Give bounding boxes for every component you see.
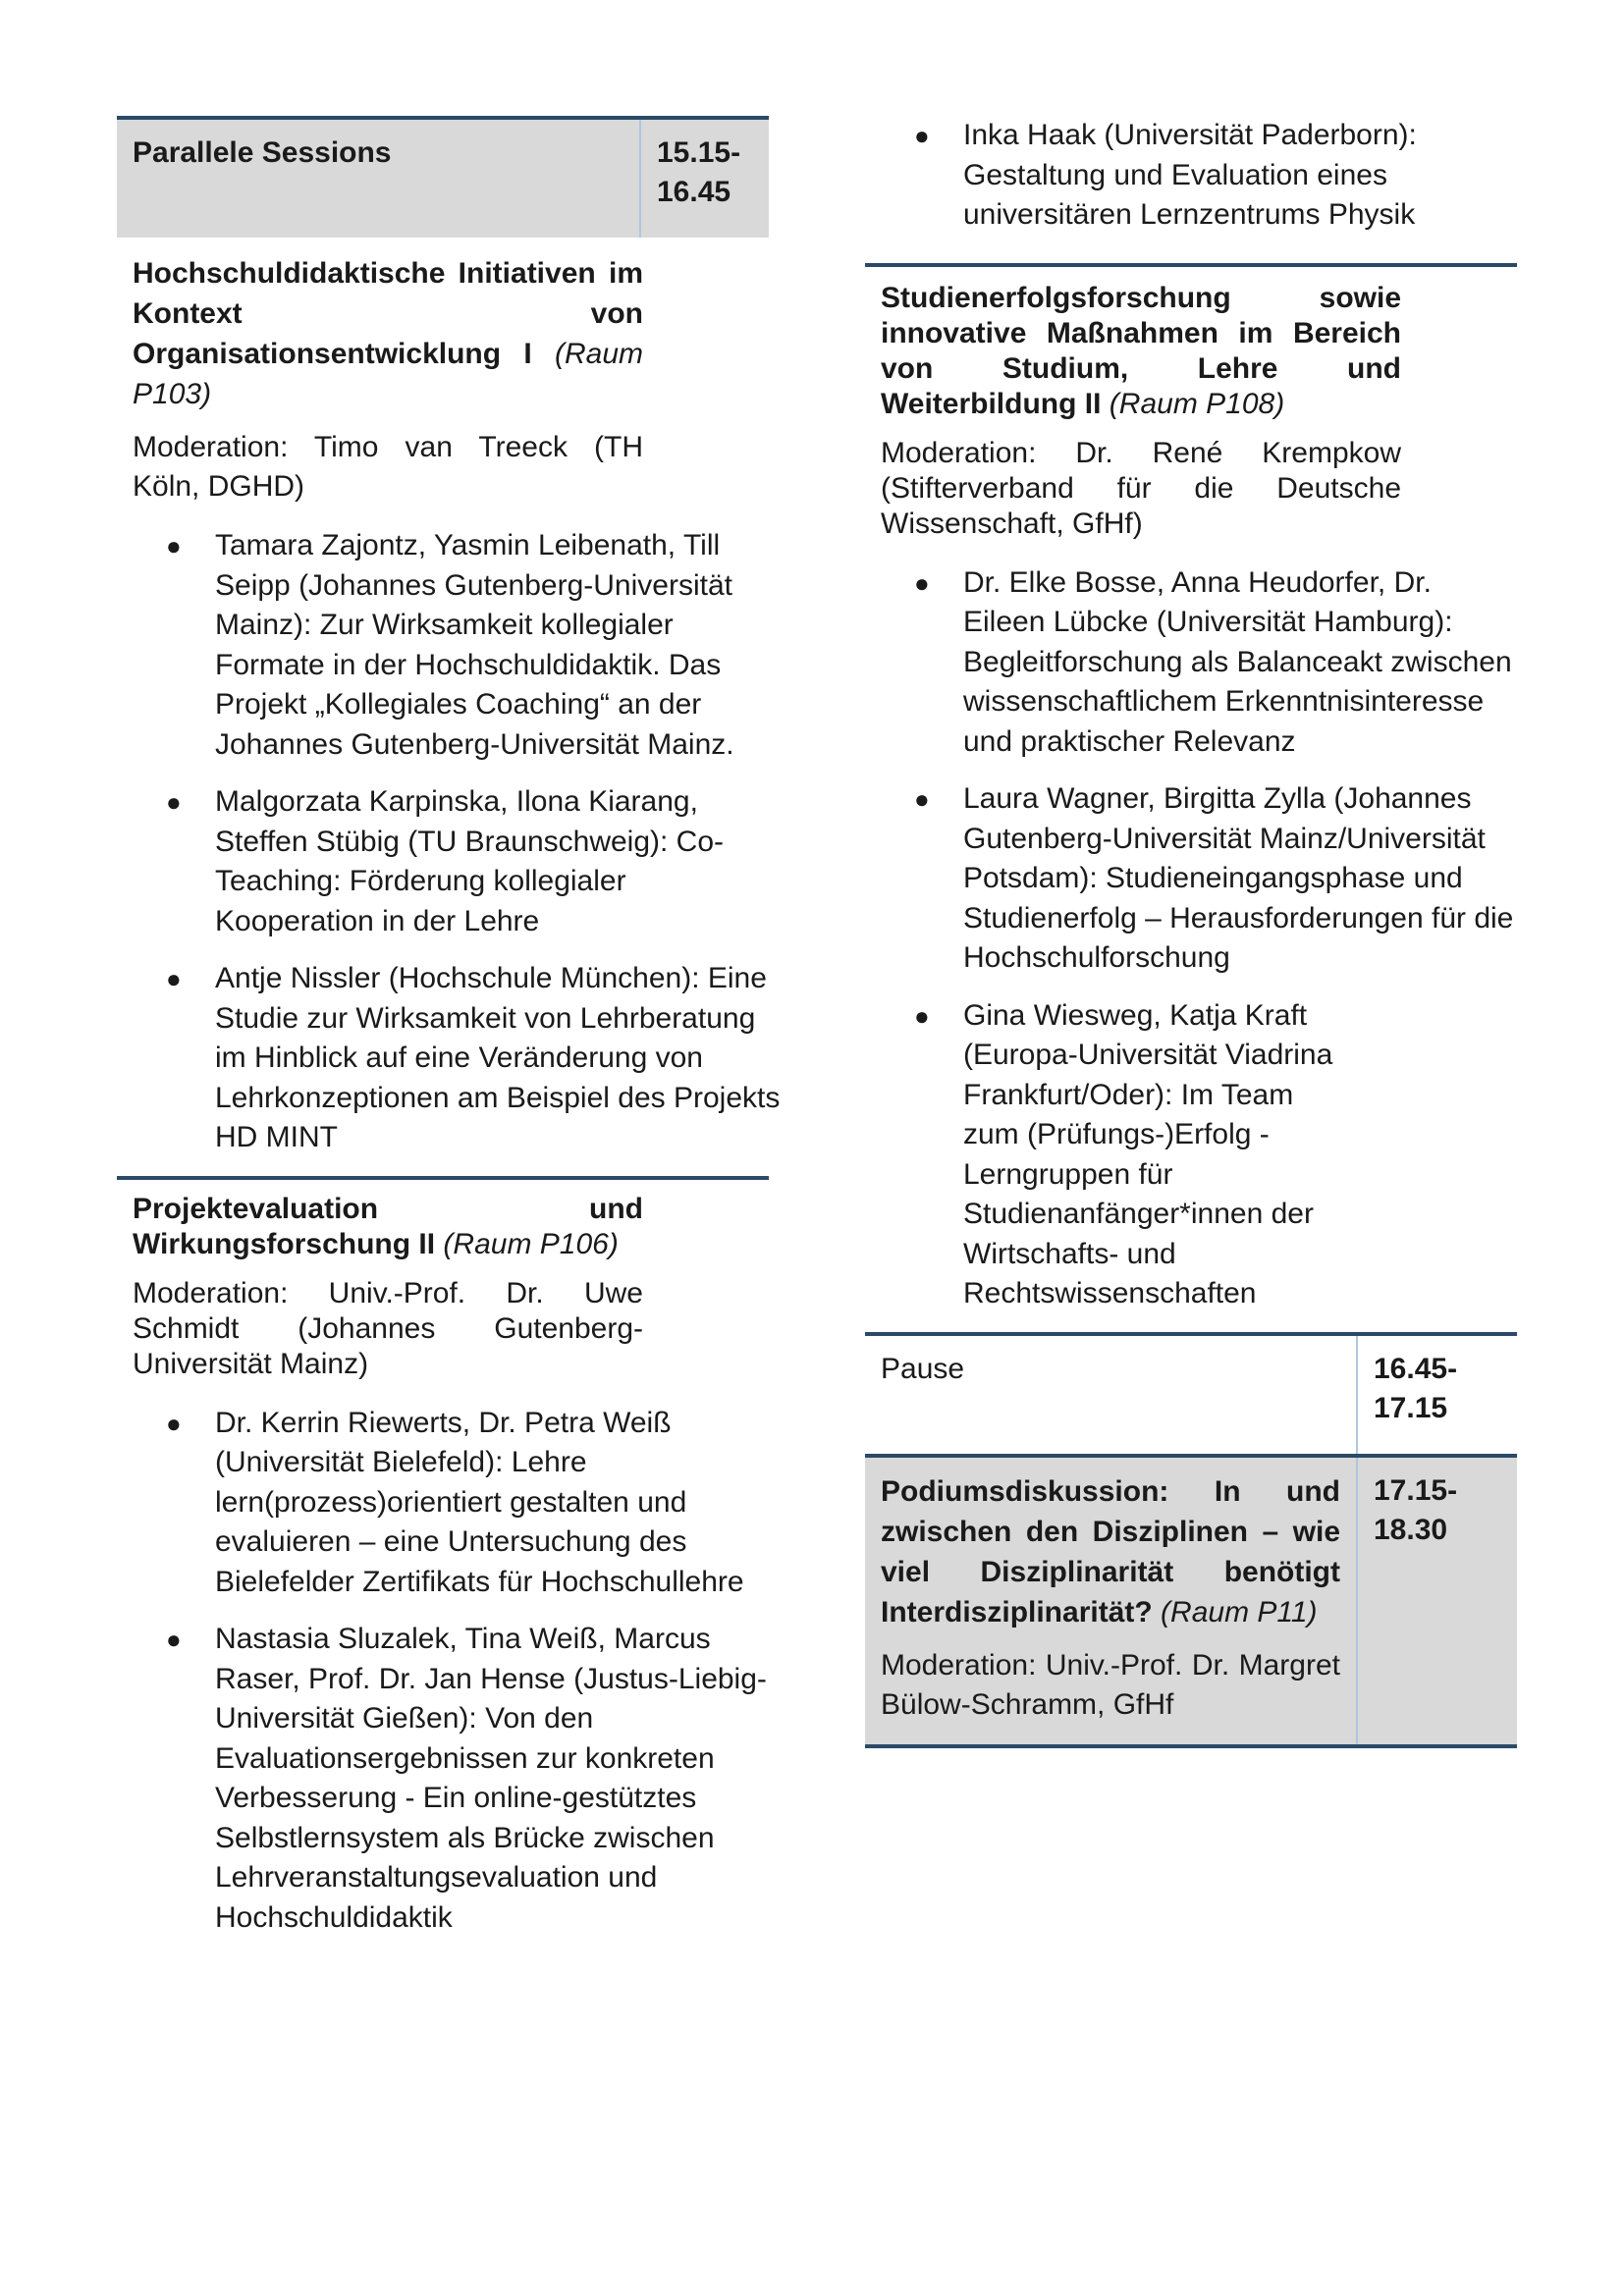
header-time: 15.15-16.45 <box>639 120 769 238</box>
bullet-icon: ● <box>166 531 182 561</box>
list-item: ● Malgorzata Karpinska, Ilona Kiarang, Steffen Stübig (TU Braunschweig): Co-Teaching: Förderung kollegialer Kooperation in der Lehre <box>117 782 785 941</box>
session-studienerfolgsforschung <box>865 267 1417 552</box>
left-column <box>117 116 781 1955</box>
parallel-sessions-header <box>117 116 769 238</box>
bullet-icon: ● <box>914 121 930 150</box>
bullet-icon: ● <box>166 787 182 817</box>
bullet-icon: ● <box>914 567 930 598</box>
bullet-icon: ● <box>914 1000 930 1031</box>
session-title: Studienerfolgsforschung sowie innovative Maßnahmen im Bereich von Studium, Lehre und Weiterbildung II (Raum P108) <box>881 281 1401 420</box>
bullet-icon: ● <box>166 1625 182 1654</box>
pause-row <box>865 1332 1517 1454</box>
pause-label: Pause <box>881 1352 965 1385</box>
podium-title: Podiumsdiskussion: In und zwischen den Disziplinen – wie viel Disziplinarität benötigt Interdisziplinarität? (Raum P11) <box>881 1474 1340 1629</box>
pause-time: 16.45-17.15 <box>1356 1336 1517 1454</box>
bullet-icon: ● <box>914 784 930 814</box>
session-title: Hochschuldidaktische Initiativen im Kontext von Organisationsentwicklung I (Raum P103) <box>133 257 643 410</box>
talk-list <box>117 526 785 1158</box>
list-item: ● Tamara Zajontz, Yasmin Leibenath, Till Seipp (Johannes Gutenberg-Universität Mainz): Zur Wirksamkeit kollegialer Formate in der Hochschuldidaktik. Das Projekt „Kollegiales Coaching“ an der Johannes Gutenberg-Universität Mainz. <box>117 526 785 765</box>
list-item: ● Dr. Kerrin Riewerts, Dr. Petra Weiß (Universität Bielefeld): Lehre lern(prozess)orientiert gestalten und evaluieren – eine Untersuchung des Bielefelder Zertifikats für Hochschullehre <box>117 1404 785 1603</box>
podium-time: 17.15-18.30 <box>1356 1458 1517 1744</box>
list-item: ● Nastasia Sluzalek, Tina Weiß, Marcus Raser, Prof. Dr. Jan Hense (Justus-Liebig-Universität Gießen): Von den Evaluationsergebnissen zur konkreten Verbesserung - Ein online-gestütztes Selbstlernsystem als Brücke zwischen Lehrveranstaltungsevaluation und Hochschuldidaktik <box>117 1620 785 1938</box>
list-item: ● Dr. Elke Bosse, Anna Heudorfer, Dr. Eileen Lübcke (Universität Hamburg): Begleitforschung als Balanceakt zwischen wissenschaftlichem Erkenntnisinteresse und praktischer Relevanz <box>865 563 1517 763</box>
list-item: ● Inka Haak (Universität Paderborn): Gestaltung und Evaluation eines universitären Lernzentrums Physik <box>865 116 1517 236</box>
moderation: Moderation: Dr. René Krempkow (Stifterverband für die Deutsche Wissenschaft, GfHf) <box>881 436 1401 540</box>
talk-list <box>865 563 1517 1314</box>
session-projektevaluation <box>117 1180 659 1392</box>
moderation: Moderation: Univ.-Prof. Dr. Margret Bülow-Schramm, GfHf <box>881 1648 1340 1721</box>
bullet-icon: ● <box>166 964 182 993</box>
podium-row <box>865 1454 1517 1748</box>
list-item: ● Laura Wagner, Birgitta Zylla (Johannes Gutenberg-Universität Mainz/Universität Potsdam): Studieneingangsphase und Studienerfolg – Herausforderungen für die Hochschulforschung <box>865 779 1517 979</box>
bullet-icon: ● <box>166 1408 182 1438</box>
talk-list <box>117 1404 785 1939</box>
moderation: Moderation: Timo van Treeck (TH Köln, DGHD) <box>133 431 643 503</box>
list-item: ● Gina Wiesweg, Katja Kraft (Europa-Universität Viadrina Frankfurt/Oder): Im Team zum (Prüfungs-)Erfolg - Lerngruppen für Studienanfänger*innen der Wirtschafts- und Rechtswissenschaften <box>865 996 1517 1314</box>
right-column <box>865 116 1517 1748</box>
list-item: ● Antje Nissler (Hochschule München): Eine Studie zur Wirksamkeit von Lehrberatung im Hinblick auf eine Veränderung von Lehrkonzeptionen am Beispiel des Projekts HD MINT <box>117 959 785 1158</box>
talk-list <box>865 116 1517 236</box>
header-title: Parallele Sessions <box>133 136 392 169</box>
session-title: Projektevaluation und Wirkungsforschung II (Raum P106) <box>133 1192 643 1260</box>
moderation: Moderation: Univ.-Prof. Dr. Uwe Schmidt (Johannes Gutenberg-Universität Mainz) <box>133 1276 643 1380</box>
